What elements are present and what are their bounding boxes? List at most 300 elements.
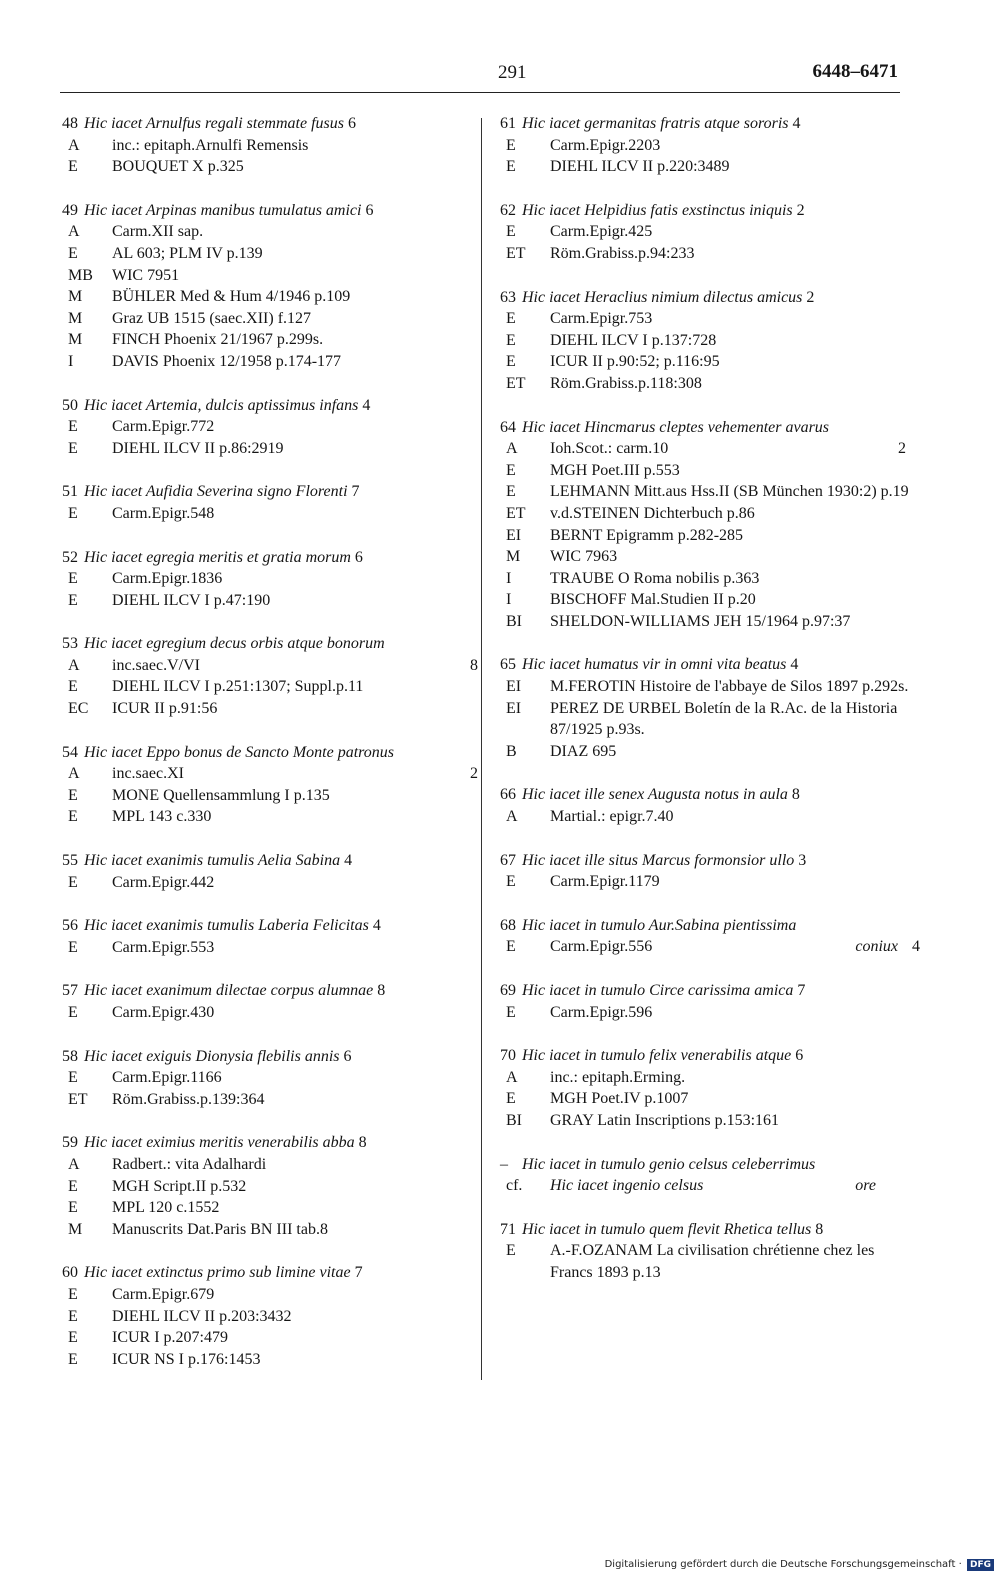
reference-row (500, 589, 920, 611)
reference-text (112, 1327, 492, 1349)
entry-range: 6448–6471 (812, 61, 898, 82)
reference-text (550, 460, 920, 482)
entry-verse-count: 8 (815, 1220, 824, 1238)
reference-row (62, 221, 492, 243)
reference-code: E (506, 223, 516, 241)
reference-row (62, 568, 492, 590)
entry-verse-count: 4 (362, 396, 371, 414)
entry-number: 63 (500, 288, 516, 306)
reference-code: ET (506, 244, 526, 262)
entry-incipit: Hic iacet Arpinas manibus tumulatus amici (84, 201, 362, 219)
reference-code: E (68, 418, 78, 436)
reference-code: I (506, 569, 512, 587)
entry-heading (500, 915, 920, 937)
reference-text (112, 329, 492, 351)
reference-text (550, 503, 920, 525)
reference-citation: Carm.Epigr.753 (550, 310, 653, 328)
reference-row (500, 503, 920, 525)
reference-citation: LEHMANN Mitt.aus Hss.II (SB München 1930:2) p.19 (550, 483, 909, 501)
reference-row (62, 1154, 492, 1176)
entry-incipit: Hic iacet Aufidia Severina signo Florenti (84, 483, 348, 501)
reference-citation: SHELDON-WILLIAMS JEH 15/1964 p.97:37 (550, 612, 851, 630)
entry-verse-count: 6 (365, 201, 374, 219)
entry-incipit: Hic iacet eximius meritis venerabilis abba (84, 1134, 355, 1152)
reference-code: MB (68, 266, 93, 284)
entry-heading (62, 1046, 492, 1068)
reference-row (500, 871, 920, 893)
reference-code: E (68, 1177, 78, 1195)
entry-incipit: Hic iacet exanimis tumulis Aelia Sabina (84, 852, 341, 870)
reference-code: E (68, 504, 78, 522)
reference-code: E (506, 1242, 516, 1260)
reference-citation: DIEHL ILCV I p.47:190 (112, 591, 271, 609)
reference-code: E (506, 873, 516, 891)
reference-row (62, 806, 492, 828)
reference-text (550, 135, 920, 157)
reference-text (112, 1197, 492, 1219)
reference-citation: Röm.Grabiss.p.94:233 (550, 244, 695, 262)
reference-code: I (68, 352, 74, 370)
reference-citation: MGH Poet.III p.553 (550, 461, 680, 479)
reference-code: EI (506, 699, 522, 717)
reference-text (112, 785, 492, 807)
entry-incipit: Hic iacet humatus vir in omni vita beatus (522, 656, 787, 674)
reference-text (550, 1110, 920, 1132)
reference-code: E (68, 570, 78, 588)
reference-code: E (68, 158, 78, 176)
catalog-entry (500, 417, 920, 633)
entry-number: 67 (500, 851, 516, 869)
entry-heading (62, 481, 492, 503)
reference-citation: Carm.Epigr.556 (550, 938, 653, 956)
reference-code: E (506, 1003, 516, 1021)
reference-code: E (68, 591, 78, 609)
reference-text (112, 308, 492, 330)
reference-verse-count: 2 (470, 765, 478, 783)
reference-tail: ore (855, 1177, 876, 1195)
reference-citation: inc.: epitaph.Erming. (550, 1068, 686, 1086)
reference-citation: inc.: epitaph.Arnulfi Remensis (112, 136, 309, 154)
reference-code: E (68, 1350, 78, 1368)
reference-code: E (506, 461, 516, 479)
reference-citation: BISCHOFF Mal.Studien II p.20 (550, 591, 756, 609)
reference-text (112, 135, 492, 157)
reference-citation: DIEHL ILCV II p.203:3432 (112, 1307, 292, 1325)
reference-citation: Carm.Epigr.679 (112, 1285, 215, 1303)
entry-number: 48 (62, 115, 78, 132)
reference-citation: GRAY Latin Inscriptions p.153:161 (550, 1111, 780, 1129)
reference-citation: DIAZ 695 (550, 742, 617, 760)
reference-text (112, 243, 492, 265)
entry-number: 51 (62, 483, 78, 501)
reference-text (112, 1219, 492, 1241)
reference-citation: v.d.STEINEN Dichterbuch p.86 (550, 504, 755, 522)
catalog-entry (500, 200, 920, 265)
reference-code: E (506, 158, 516, 176)
reference-citation: DIEHL ILCV I p.137:728 (550, 331, 717, 349)
reference-row (500, 1067, 920, 1089)
reference-row (62, 286, 492, 308)
reference-citation: Carm.Epigr.1179 (550, 873, 660, 891)
reference-code: E (506, 331, 516, 349)
page-number: 291 (498, 62, 527, 83)
reference-row (500, 156, 920, 178)
entry-verse-count: 3 (798, 851, 807, 869)
reference-citation: ICUR I p.207:479 (112, 1329, 228, 1347)
reference-text (112, 156, 492, 178)
reference-text (112, 1089, 492, 1111)
reference-text (550, 373, 920, 395)
reference-citation: PEREZ DE URBEL Boletín de la R.Ac. de la Historia 87/1925 p.93s. (550, 699, 898, 739)
catalog-entry (500, 784, 920, 827)
reference-row (500, 806, 920, 828)
reference-text (550, 936, 920, 958)
reference-row (500, 611, 920, 633)
reference-code: E (68, 808, 78, 826)
entry-verse-count: 4 (792, 115, 801, 132)
entry-verse-count: 8 (358, 1134, 367, 1152)
catalog-entry (500, 654, 920, 762)
reference-row (500, 438, 920, 460)
entry-number: 58 (62, 1047, 78, 1065)
reference-text (550, 351, 920, 373)
reference-code: E (506, 136, 516, 154)
reference-text (112, 676, 492, 698)
catalog-entry (62, 742, 492, 828)
entry-incipit: Hic iacet ille situs Marcus formonsior ullo (522, 851, 795, 869)
entry-incipit: Hic iacet in tumulo felix venerabilis atque (522, 1047, 792, 1065)
reference-row (62, 937, 492, 959)
entry-number: 49 (62, 201, 78, 219)
entry-incipit: Hic iacet Hincmarus cleptes vehementer avarus (522, 418, 830, 436)
reference-text (112, 1349, 492, 1371)
reference-verse-count: 8 (470, 656, 478, 674)
entry-number: 62 (500, 201, 516, 219)
reference-text (550, 1175, 920, 1197)
reference-row (62, 265, 492, 287)
reference-row (62, 763, 492, 785)
entry-verse-count: 8 (377, 982, 386, 1000)
footer-credit: Digitalisierung gefördert durch die Deutsche Forschungsgemeinschaft · DFG (605, 1559, 994, 1571)
reference-citation: Carm.Epigr.1166 (112, 1069, 222, 1087)
reference-code: E (68, 873, 78, 891)
reference-citation: MPL 143 c.330 (112, 808, 212, 826)
reference-code: BI (506, 612, 522, 630)
entry-number: 56 (62, 917, 78, 935)
entry-verse-count: 2 (806, 288, 815, 306)
reference-code: M (68, 309, 83, 327)
reference-text (550, 1088, 920, 1110)
reference-citation: Carm.Epigr.442 (112, 873, 215, 891)
entry-heading (62, 980, 492, 1002)
reference-code: E (68, 1285, 78, 1303)
catalog-entry (62, 113, 492, 178)
catalog-entry (62, 1046, 492, 1111)
reference-code: M (506, 548, 521, 566)
reference-code: I (506, 591, 512, 609)
entry-incipit: Hic iacet germanitas fratris atque sororis (522, 115, 789, 132)
reference-text (112, 1306, 492, 1328)
reference-text (112, 503, 492, 525)
reference-row (62, 872, 492, 894)
reference-citation: BÜHLER Med & Hum 4/1946 p.109 (112, 288, 351, 306)
reference-code: E (506, 353, 516, 371)
reference-text (550, 568, 920, 590)
entry-number: 53 (62, 635, 78, 653)
reference-row (500, 1240, 920, 1283)
catalog-entry (62, 1262, 492, 1370)
entry-incipit: Hic iacet Helpidius fatis exstinctus iniquis (522, 201, 793, 219)
reference-citation: inc.saec.V/VI (112, 656, 200, 674)
reference-text (112, 590, 492, 612)
reference-code: E (68, 1004, 78, 1021)
reference-row (62, 135, 492, 157)
reference-row (62, 590, 492, 612)
reference-code: EI (506, 678, 522, 696)
reference-citation: Manuscrits Dat.Paris BN III tab.8 (112, 1220, 328, 1238)
reference-citation: Carm.Epigr.596 (550, 1003, 653, 1021)
footer-text: Digitalisierung gefördert durch die Deutsche Forschungsgemeinschaft (604, 1559, 956, 1570)
catalog-entry (500, 850, 920, 893)
reference-text (112, 937, 492, 959)
reference-code: EI (506, 526, 522, 544)
entry-heading (500, 850, 920, 872)
reference-code: E (68, 678, 78, 696)
reference-citation: TRAUBE O Roma nobilis p.363 (550, 569, 760, 587)
reference-text (550, 1240, 920, 1283)
catalog-entry (500, 980, 920, 1023)
reference-citation: WIC 7963 (550, 548, 618, 566)
entry-verse-count: 7 (351, 483, 360, 501)
reference-row (500, 525, 920, 547)
reference-text (550, 871, 920, 893)
reference-citation: M.FEROTIN Histoire de l'abbaye de Silos 1897 p.292s. (550, 678, 909, 696)
entry-incipit: Hic iacet exiguis Dionysia flebilis annis (84, 1047, 340, 1065)
reference-row (62, 785, 492, 807)
entry-heading (62, 915, 492, 937)
reference-text (112, 438, 492, 460)
entry-number: 61 (500, 115, 516, 132)
entry-incipit: Hic iacet egregium decus orbis atque bonorum (84, 635, 385, 653)
reference-citation: Carm.Epigr.553 (112, 938, 215, 956)
reference-text (112, 1154, 492, 1176)
entry-incipit: Hic iacet Artemia, dulcis aptissimus infans (84, 396, 359, 414)
catalog-entry (500, 113, 920, 178)
entry-number: 68 (500, 916, 516, 934)
reference-text (112, 1284, 492, 1306)
reference-citation: Graz UB 1515 (saec.XII) f.127 (112, 309, 312, 327)
reference-row (500, 373, 920, 395)
reference-text (112, 806, 492, 828)
entry-incipit: Hic iacet in tumulo quem flevit Rhetica tellus (522, 1220, 812, 1238)
reference-code: A (506, 1068, 518, 1086)
reference-citation: DIEHL ILCV II p.220:3489 (550, 158, 730, 176)
entry-heading (500, 654, 920, 676)
reference-row (500, 351, 920, 373)
reference-text (112, 221, 492, 243)
entry-verse-count: 4 (372, 917, 381, 935)
entry-number: 64 (500, 418, 516, 436)
reference-text (550, 330, 920, 352)
entry-number: 65 (500, 656, 516, 674)
reference-row (500, 1175, 920, 1197)
entry-verse-count: 8 (791, 786, 800, 804)
reference-code: ET (506, 504, 526, 522)
reference-row (500, 481, 920, 503)
entry-heading (500, 1219, 920, 1241)
reference-text (550, 676, 920, 698)
reference-text (550, 525, 920, 547)
reference-text (550, 1002, 920, 1024)
reference-code: E (506, 1090, 516, 1108)
reference-text (550, 589, 920, 611)
entry-heading (62, 1262, 492, 1284)
entry-verse-count: 7 (354, 1264, 363, 1282)
entry-number: 55 (62, 852, 78, 870)
reference-code: EC (68, 700, 89, 718)
reference-code: BI (506, 1111, 522, 1129)
entry-number: – (500, 1155, 508, 1173)
entry-incipit: Hic iacet in tumulo Aur.Sabina pientissima (522, 916, 797, 934)
catalog-entry (62, 915, 492, 958)
reference-text (112, 416, 492, 438)
reference-citation: AL 603; PLM IV p.139 (112, 244, 263, 262)
reference-citation: Carm.Epigr.772 (112, 418, 215, 436)
entry-heading (62, 850, 492, 872)
reference-code: A (68, 656, 80, 674)
catalog-entry (62, 1132, 492, 1240)
reference-code: ET (68, 1090, 88, 1108)
reference-text (112, 1002, 492, 1024)
reference-code: E (506, 938, 516, 956)
entry-incipit: Hic iacet in tumulo Circe carissima amica (522, 982, 794, 999)
reference-citation: Carm.XII sap. (112, 223, 204, 241)
reference-citation: Hic iacet ingenio celsus (550, 1177, 704, 1195)
reference-row (62, 156, 492, 178)
reference-row (500, 1088, 920, 1110)
reference-row (62, 655, 492, 677)
reference-row (62, 1219, 492, 1241)
reference-row (62, 416, 492, 438)
entry-heading (62, 200, 492, 222)
entry-number: 50 (62, 396, 78, 414)
reference-code: M (68, 1220, 83, 1238)
entry-heading (500, 200, 920, 222)
reference-citation: DIEHL ILCV II p.86:2919 (112, 439, 284, 457)
reference-verse-count: 2 (898, 440, 906, 458)
reference-code: E (68, 938, 78, 956)
catalog-entry (62, 850, 492, 893)
reference-row (62, 1067, 492, 1089)
entry-verse-count: 6 (347, 115, 356, 132)
entry-number: 69 (500, 982, 516, 999)
catalog-entry (500, 1219, 920, 1284)
reference-text (112, 286, 492, 308)
reference-citation: ICUR II p.90:52; p.116:95 (550, 353, 720, 371)
entry-heading (62, 742, 492, 764)
reference-text (112, 1176, 492, 1198)
page-header (60, 58, 900, 93)
entry-number: 59 (62, 1134, 78, 1152)
reference-text (550, 806, 920, 828)
right-column (500, 113, 920, 1306)
reference-code: ET (506, 374, 526, 392)
catalog-entry (62, 395, 492, 460)
reference-row (500, 676, 920, 698)
entry-number: 54 (62, 743, 78, 761)
reference-code: B (506, 742, 517, 760)
reference-text (550, 698, 920, 741)
reference-citation: DAVIS Phoenix 12/1958 p.174-177 (112, 352, 342, 370)
entry-verse-count: 4 (344, 852, 353, 870)
reference-citation: FINCH Phoenix 21/1967 p.299s. (112, 331, 324, 349)
reference-code: A (68, 1155, 80, 1173)
reference-code: E (68, 1329, 78, 1347)
catalog-entry (62, 481, 492, 524)
reference-citation: ICUR NS I p.176:1453 (112, 1350, 261, 1368)
entry-incipit: Hic iacet exanimis tumulis Laberia Felicitas (84, 917, 369, 935)
entry-heading (62, 113, 492, 135)
catalog-entry (62, 633, 492, 719)
reference-row (62, 308, 492, 330)
reference-text (112, 1067, 492, 1089)
reference-row (500, 243, 920, 265)
catalog-entry (62, 200, 492, 373)
entry-verse-count: 7 (797, 982, 806, 999)
reference-citation: Carm.Epigr.425 (550, 223, 653, 241)
reference-row (62, 1284, 492, 1306)
reference-row (62, 1176, 492, 1198)
entry-heading (62, 1132, 492, 1154)
reference-citation: Röm.Grabiss.p.139:364 (112, 1090, 265, 1108)
entry-number: 71 (500, 1220, 516, 1238)
entry-verse-count: 6 (354, 548, 363, 566)
reference-text (550, 611, 920, 633)
entry-verse-count: 4 (790, 656, 799, 674)
entry-verse-count: 6 (343, 1047, 352, 1065)
entry-heading (500, 417, 920, 439)
entry-incipit: Hic iacet extinctus primo sub limine vitae (84, 1264, 351, 1282)
reference-code: A (506, 440, 518, 458)
reference-row (62, 1089, 492, 1111)
reference-citation: Radbert.: vita Adalhardi (112, 1155, 267, 1173)
reference-verse-count: 4 (912, 938, 920, 956)
catalog-entry (500, 915, 920, 958)
reference-citation: Carm.Epigr.1836 (112, 570, 223, 588)
reference-row (62, 351, 492, 373)
reference-citation: MONE Quellensammlung I p.135 (112, 786, 330, 804)
reference-row (500, 330, 920, 352)
entry-heading (62, 547, 492, 569)
reference-row (62, 1306, 492, 1328)
reference-citation: Carm.Epigr.548 (112, 504, 215, 522)
reference-text (112, 763, 492, 785)
entry-heading (62, 395, 492, 417)
reference-row (500, 1110, 920, 1132)
reference-text (112, 872, 492, 894)
entry-verse-count: 6 (795, 1047, 804, 1065)
reference-row (62, 243, 492, 265)
reference-row (62, 698, 492, 720)
entry-heading (500, 287, 920, 309)
entry-number: 57 (62, 982, 78, 1000)
entry-heading (500, 113, 920, 135)
entry-heading (500, 1154, 920, 1176)
entry-incipit: Hic iacet Arnulfus regali stemmate fusus (84, 115, 344, 132)
reference-text (550, 481, 920, 503)
reference-text (550, 438, 920, 460)
reference-code: E (68, 439, 78, 457)
